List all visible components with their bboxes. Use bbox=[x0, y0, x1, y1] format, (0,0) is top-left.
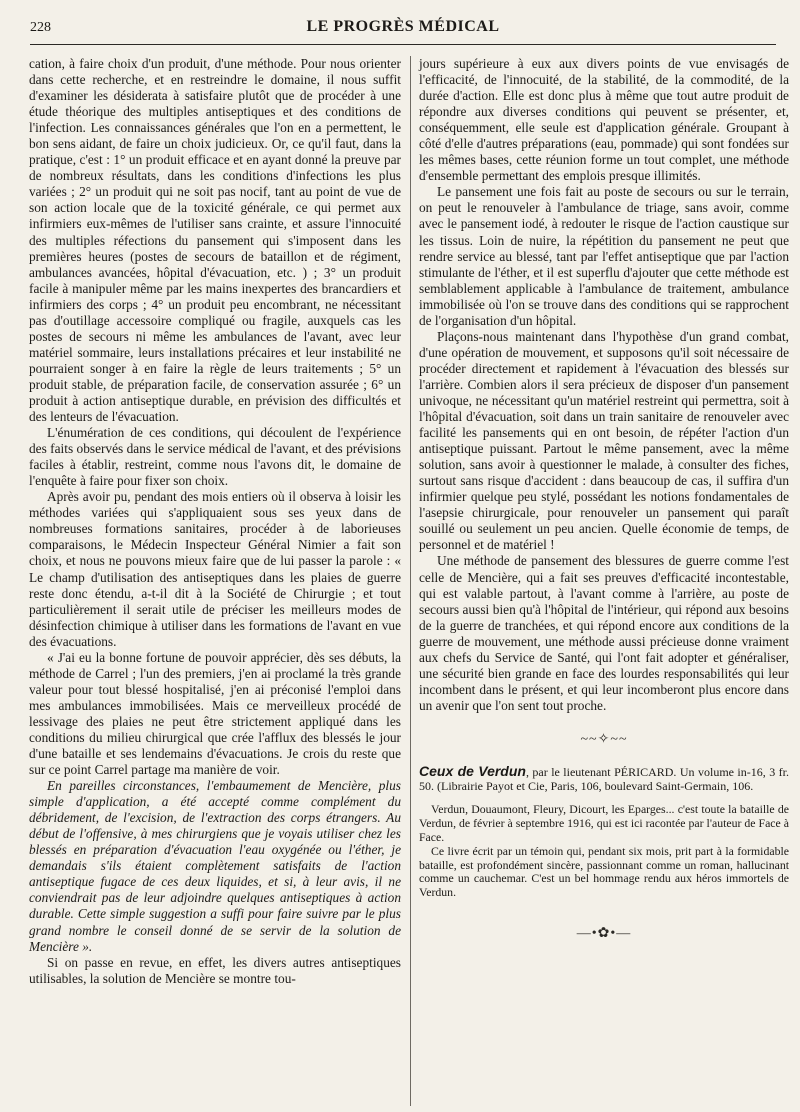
page-header bbox=[30, 18, 776, 44]
review-paragraph: Verdun, Douaumont, Fleury, Dicourt, les Eparges... c'est toute la bataille de Verdun, de février à septembre 1916, qui est ici racontée par l'auteur de Face à Face. bbox=[419, 802, 789, 844]
paragraph: « J'ai eu la bonne fortune de pouvoir apprécier, dès ses débuts, la méthode de Carrel ; l'un des premiers, j'en ai proclamé la très grande valeur pour tout blessé hospitalisé, j'en ai préconisé l'emploi dans mes ambulances immobilisées. Mais ce merveilleux procédé de lessivage des plaies ne peut être strictement appliqué dans les conditions du milieu chirurgical que crée l'afflux des blessés le jour d'une bataille et ses lendemains d'évacuations. Je crois du reste que sur ce point Carrel partage ma manière de voir. bbox=[29, 649, 401, 778]
paragraph: jours supérieure à eux aux divers points de vue envisagés de l'efficacité, de l'innocuité, de la stabilité, de la commodité, de la durée d'action. Elle est donc plus à même que tout autre produit de répondre aux diverses conditions qui peuvent se présenter, et, conséquemment, elle seule est d'application générale. Groupant à côté d'elle d'autres préparations (eau, pommade) qui sont fondées sur les mêmes bases, cette réunion forme un tout complet, une méthode d'ensemble permettant des emplois presque illimités. bbox=[419, 56, 789, 184]
section-ornament: ~~✧~~ bbox=[580, 731, 628, 747]
page-number: 228 bbox=[30, 20, 51, 35]
header-rule bbox=[30, 44, 776, 45]
paragraph: L'énumération de ces conditions, qui découlent de l'expérience des faits observés dans le service médical de l'avant, et des prévisions faciles à établir, restreint, comme nous l'avons dit, le domaine de l'enquête à faire pour fixer son choix. bbox=[29, 425, 401, 489]
paragraph: Après avoir pu, pendant des mois entiers où il observa à loisir les méthodes variées qui s'appliquaient sous ses yeux dans de nombreuses formations sanitaires, procéder à de laborieuses comparaisons, le Médecin Inspecteur Général Nimier a fait son choix, et nous ne pouvons mieux faire que de lui passer la parole : « Le champ d'utilisation des antiseptiques dans les plaies de guerre reste donc étendu, a-t-il dit à la Société de Chirurgie ; et tout particulièrement il serait utile de préciser les meilleurs modes de désinfection chimique à utiliser dans les formations de l'avant en vue des évacuations. bbox=[29, 489, 401, 649]
paragraph: Si on passe en revue, en effet, les divers autres antiseptiques utilisables, la solution de Mencière se montre tou- bbox=[29, 954, 401, 986]
review-meta: , par le lieutenant PÉRICARD. Un volume in-16, 3 fr. 50. (Librairie Payot et Cie, Paris, 106, boulevard Saint-Germain, 106. bbox=[419, 764, 789, 794]
left-column bbox=[29, 56, 401, 987]
end-ornament: —•✿•— bbox=[576, 925, 632, 941]
review-heading bbox=[419, 764, 789, 793]
column-divider bbox=[410, 56, 411, 1106]
review-book-title: Ceux de Verdun bbox=[419, 762, 526, 779]
paragraph: cation, à faire choix d'un produit, d'une méthode. Pour nous orienter dans cette recherche, et en restreindre le domaine, il nous suffit d'examiner les désiderata à satisfaire plutôt que de procéder à une étude théorique des multiples antiseptiques et des conditions de l'infection. Les connaissances générales que l'on en a permettent, le bon sens aidant, de faire un choix judicieux. Or, ce qu'il faut, dans la pratique, c'est : 1° un produit efficace et en ayant donné la preuve par de nombreux résultats, dans les conditions d'infections les plus variées ; 2° un produit qui ne soit pas nocif, tant au point de vue de son action locale que de la toxicité générale, ce qui permet aux infirmiers eux-mêmes de l'utiliser sans crainte, et assure l'innocuité des multiples réfections du pansement qui s'imposent dans les premières heures (postes de secours de bataillon et de régiment, ambulances avancées, hôpital d'évacuation, etc. ) ; 3° un produit facile à manipuler même par les mains inexpertes des brancardiers et infirmiers des corps ; 4° un produit peu encombrant, ne nécessitant pas d'outillage accessoire compliqué ou fragile, auxquels cas les postes de secours ni même les ambulances de l'avant, avec leur matériel sommaire, leurs installations précaires et leur instabilité ne pourraient songer à en faire la règle de leurs traitements ; 5° un produit stable, de préparation facile, de conservation assurée ; 6° un produit à action antiseptique durable, en prévision des difficultés et des lenteurs de l'évacuation. bbox=[29, 56, 401, 425]
book-review bbox=[419, 764, 789, 900]
paragraph: En pareilles circonstances, l'embaumement de Mencière, plus simple d'application, a été accepté comme complément du débridement, de l'excision, de l'extraction des corps étrangers. Au début de l'offensive, à mes chirurgiens que je voyais utiliser chez les blessés en préparation d'évacuation l'eau oxygénée ou l'éther, je demandais s'ils étaient complètement satisfaits de l'action antiseptique fugace de ces deux liquides, et si, à leur avis, il ne conviendrait pas de leur adjoindre quelques antiseptiques à action durable. Cette simple suggestion a suffi pour faire suivre par le plus grand nombre le conseil donné de se servir de la solution de Mencière ». bbox=[29, 778, 401, 954]
running-title: LE PROGRÈS MÉDICAL bbox=[306, 18, 500, 35]
review-paragraph: Ce livre écrit par un témoin qui, pendant six mois, prit part à la formidable bataille, est profondément sincère, passionnant comme un roman, hallucinant comme un cauchemar. C'est un bel hommage rendu aux héros immortels de Verdun. bbox=[419, 843, 789, 900]
paragraph: Une méthode de pansement des blessures de guerre comme l'est celle de Mencière, qui a fait ses preuves d'efficacité incontestable, qui est valable partout, à l'avant comme à l'arrière, au poste de secours aussi bien qu'à l'hôpital de l'intérieur, qui répond aux besoins de la guerre de tranchées, et qui répond encore aux conditions de la guerre de mouvement, une méthode aussi précieuse donne vraiment aux chefs du Service de Santé, qui l'ont fait adopter et généraliser, une sécurité bien grande en face des lourdes responsabilités qui leur incombent dans le présent, et qui leur incomberont plus encore dans un avenir que l'on sent tout proche. bbox=[419, 553, 789, 713]
paragraph: Plaçons-nous maintenant dans l'hypothèse d'un grand combat, d'une opération de mouvement, et supposons qu'il soit nécessaire de procéder directement et rapidement à l'évacuation des blessés sur l'arrière. Combien alors il sera précieux de disposer d'un pansement univoque, ne nécessitant qu'un matériel restreint qui permettra, soit à l'hôpital d'évacuation, soit dans un train sanitaire de renouveler avec facilité les pansements qui en ont besoin, de répéter l'action d'un antiseptique puissant. Partout le même pansement, avec la même solution, sans avoir à questionner le malade, à consulter des fiches, surtout sans risque d'accident : dans beaucoup de cas, il suffira d'un infirmier quelque peu stylé, possédant les notions fondamentales de l'asepsie chirurgicale, pour renouveler un pansement qui paraît souillé ou seulement un peu ancien. Quelle économie de temps, de personnel et de matériel ! bbox=[419, 328, 789, 553]
right-column bbox=[419, 56, 789, 958]
paragraph: Le pansement une fois fait au poste de secours ou sur le terrain, on peut le renouveler à l'ambulance de triage, sans avoir, comme avec le pansement iodé, à redouter le risque de l'action caustique sur les tissus. Loin de nuire, la répétition du pansement ne peut que rendre service au blessé, tant par l'effet antiseptique que par l'action stimulante de l'éther, et il est superflu d'ajouter que cette méthode est semblablement applicable à l'ambulance de traitement, ambulance immobilisée où l'on se trouve dans des conditions qui se rapprochent de l'organisation d'un hôpital. bbox=[419, 184, 789, 328]
